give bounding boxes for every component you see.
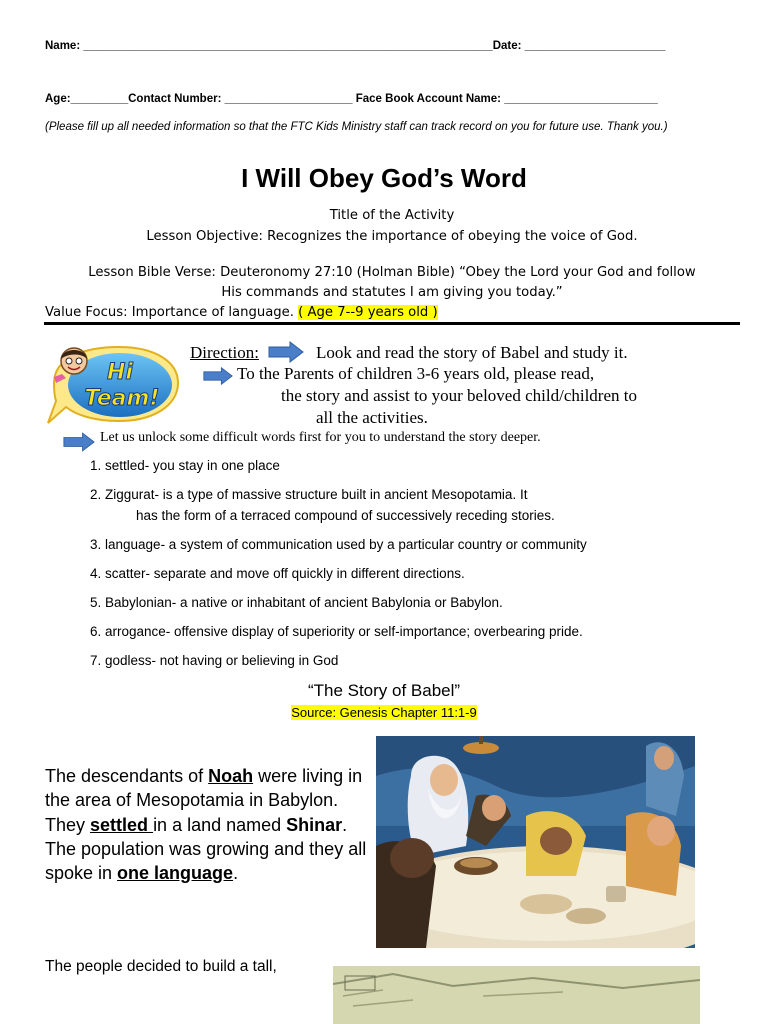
story-text: were living in the area of Mesopotamia in Babylon. They [45,766,363,835]
story-paragraph-2: The people decided to build a tall, [45,958,277,975]
direction-label-text: Direction: [190,343,259,362]
activity-title: Title of the Activity [329,208,455,223]
unlock-text: Let us unlock some difficult words first for you to understand the story deeper. [100,430,541,445]
parents-line2: the story and assist to your beloved child/children to [281,386,637,405]
keyword-settled: settled [90,814,154,835]
story-text: . [233,863,239,884]
age-label: Age: [45,93,71,105]
contact-row [45,93,658,105]
value-focus-text: Value Focus: Importance of language. [45,305,294,320]
contact-label: Contact Number: [128,93,222,105]
story-paragraph [45,764,375,885]
age-blank[interactable]: _________ [70,93,129,105]
logo-text-team: Team! [84,386,160,411]
facebook-label: Face Book Account Name: [355,93,502,105]
illustration-family-prayer [376,736,695,948]
story-source: Source: Genesis Chapter 11:1-9 [291,705,477,720]
story-text: in a land named [153,814,287,835]
divider [44,322,740,325]
story-text: . The population was growing and they all spoke in [45,814,367,884]
arrow-icon [63,432,95,452]
date-label: Date: [492,40,522,52]
contact-blank[interactable]: ____________________ [224,93,353,105]
direction-text: Look and read the story of Babel and study it. [316,343,628,362]
keyword-noah: Noah [208,766,254,786]
list-item: 7. godless- not having or believing in God [90,653,339,668]
parents-line3: all the activities. [316,408,428,427]
lesson-objective: Lesson Objective: Recognizes the importance of obeying the voice of God. [146,229,638,244]
hi-team-logo [44,343,180,427]
keyword-one-language: one language [117,863,234,884]
page-title: I Will Obey God’s Word [241,163,527,193]
arrow-icon [268,341,304,363]
date-blank[interactable]: ______________________ [524,40,666,52]
name-blank[interactable]: ________________________________________________________________ [83,40,493,52]
list-item: 2. Ziggurat- is a type of massive structure built in ancient Mesopotamia. It [90,487,528,502]
parents-line1: To the Parents of children 3-6 years old, please read, [237,364,595,383]
list-item: 4. scatter- separate and move off quickly in different directions. [90,566,465,581]
name-field[interactable] [45,40,665,52]
list-item: 1. settled- you stay in one place [90,458,280,473]
age-highlight: ( Age 7--9 years old ) [298,305,438,320]
bible-verse-line2: His commands and statutes I am giving you today.” [221,285,563,300]
value-focus [45,305,438,320]
illustration-tower [333,966,700,1024]
arrow-icon [203,365,233,387]
story-source-wrap [0,705,768,720]
bible-verse-line1: Lesson Bible Verse: Deuteronomy 27:10 (Holman Bible) “Obey the Lord your God and follow [88,265,696,280]
list-item: 5. Babylonian- a native or inhabitant of ancient Babylonia or Babylon. [90,595,503,610]
story-title: “The Story of Babel” [307,681,461,700]
list-item: 6. arrogance- offensive display of superiority or self-importance; overbearing pride. [90,624,583,639]
name-label: Name: [45,40,81,52]
list-item-continuation: has the form of a terraced compound of successively receding stories. [136,508,555,523]
facebook-blank[interactable]: ________________________ [504,93,658,105]
direction-label [190,343,259,363]
logo-text-hi: Hi [107,360,133,385]
keyword-shinar: Shinar [286,814,343,835]
story-text: The descendants of [45,766,209,786]
form-note: (Please fill up all needed information so that the FTC Kids Ministry staff can track record on you for future use. Thank you.) [45,121,668,133]
list-item: 3. language- a system of communication used by a particular country or community [90,537,587,552]
